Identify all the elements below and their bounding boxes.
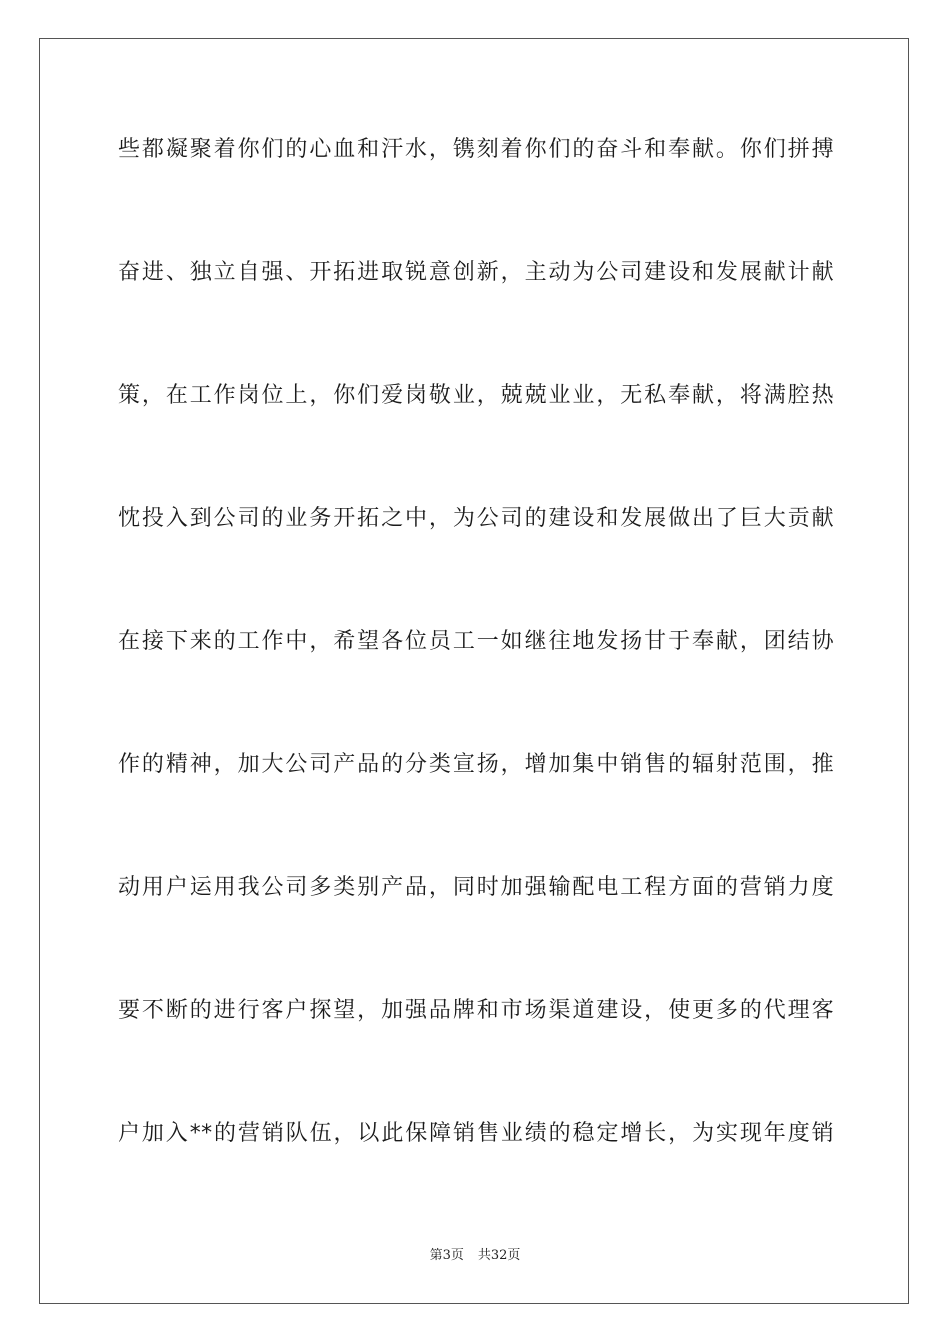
text-line: 些都凝聚着你们的心血和汗水，镌刻着你们的奋斗和奉献。你们拼搏: [118, 137, 834, 162]
text-line: 在接下来的工作中，希望各位员工一如继往地发扬甘于奉献，团结协: [118, 629, 834, 654]
page-total: 共32页: [477, 1248, 521, 1263]
page-border: [39, 38, 909, 1304]
text-line: 忱投入到公司的业务开拓之中，为公司的建设和发展做出了巨大贡献: [118, 506, 834, 531]
text-line: 策，在工作岗位上，你们爱岗敬业，兢兢业业，无私奉献，将满腔热: [118, 383, 834, 408]
page-number: 第3页: [429, 1248, 464, 1263]
text-line: 要不断的进行客户探望，加强品牌和市场渠道建设，使更多的代理客: [118, 998, 834, 1023]
page-footer: [0, 1246, 950, 1266]
text-line: 户加入**的营销队伍，以此保障销售业绩的稳定增长，为实现年度销: [118, 1121, 834, 1146]
text-line: 动用户运用我公司多类别产品，同时加强输配电工程方面的营销力度: [118, 875, 834, 900]
text-line: 奋进、独立自强、开拓进取锐意创新，主动为公司建设和发展献计献: [118, 260, 834, 285]
text-line: 作的精神，加大公司产品的分类宣扬，增加集中销售的辐射范围，推: [118, 752, 834, 777]
